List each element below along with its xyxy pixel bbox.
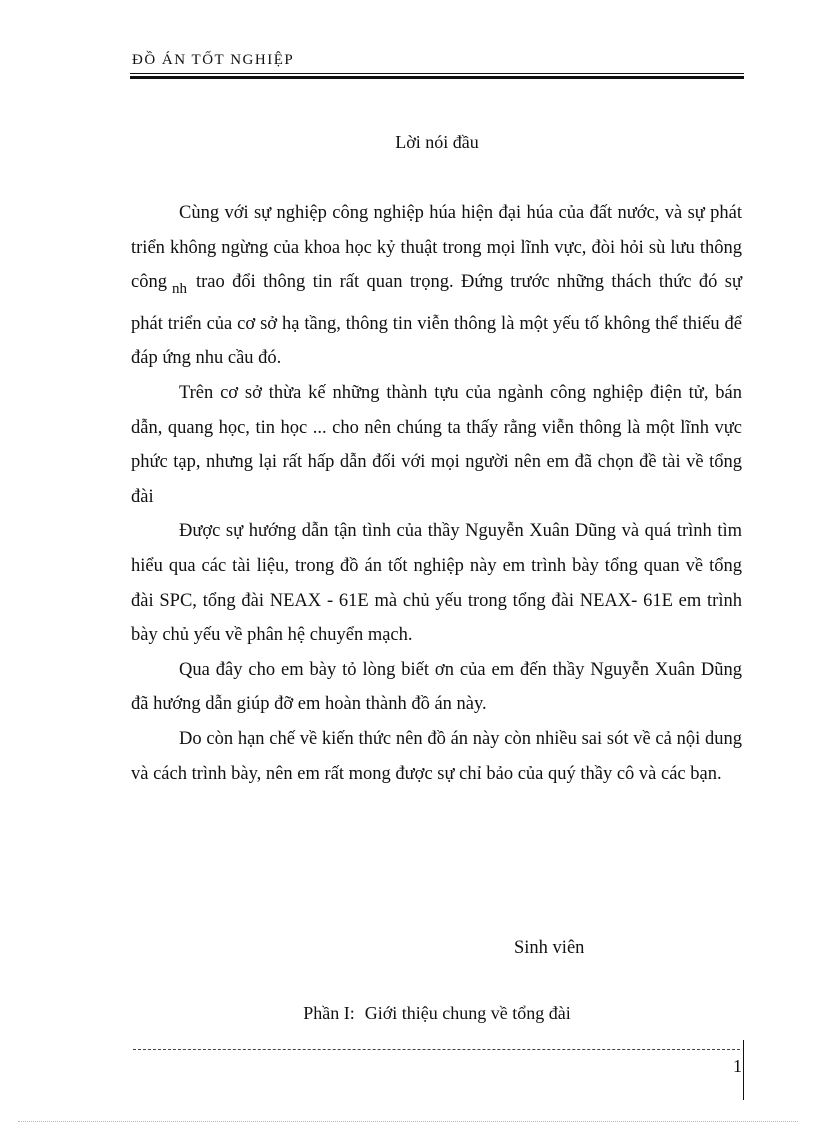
paragraph-1-text-cont: trao đổi thông tin rất quan trọng. Đứng trước những thách thức đó sự phát triển của cơ sở hạ tầng, thông tin viễn thông là một yếu tố không thể thiếu để đáp ứng nhu cầu đó. <box>131 272 742 369</box>
paragraph-1-text: Cùng với sự nghiệp công nghiệp húa hiện đại húa của đất nước, và sự phát triển không ngừng của khoa học kỷ thuật trong mọi lĩnh vực, đòi hỏi sù lưu thông công <box>131 203 742 293</box>
paragraph-3: Được sự hướng dẫn tận tình của thầy Nguyễn Xuân Dũng và quá trình tìm hiểu qua các tài liệu, trong đồ án tốt nghiệp này em trình bày tổng quan về tổng đài SPC, tổng đài NEAX - 61E mà chủ yếu trong tổng đài NEAX- 61E em trình bày chủ yếu về phân hệ chuyển mạch. <box>131 521 742 646</box>
section-label: Phần I: <box>303 1003 355 1023</box>
header-rule <box>130 73 744 74</box>
footer-rule <box>133 1049 740 1050</box>
header-rule-thick <box>130 76 744 79</box>
section-heading <box>130 1003 744 1024</box>
paragraph-1-subscript: nh <box>171 281 187 298</box>
footer-vertical-bar <box>743 1040 744 1100</box>
signature-label: Sinh viên <box>514 938 585 958</box>
page-number: 1 <box>733 1056 742 1076</box>
document-title: Lời nói đầu <box>395 132 479 152</box>
section-title: Giới thiệu chung về tổng đài <box>364 1003 571 1023</box>
paragraph-2: Trên cơ sở thừa kế những thành tựu của ngành công nghiệp điện tử, bán dẫn, quang học, tin học ... cho nên chúng ta thấy rằng viễn thông là một lĩnh vực phức tạp, nhưng lại rất hấp dẫn đối với mọi người nên em đã chọn đề tài về tổng đài <box>131 382 742 507</box>
page-bottom-border <box>18 1121 798 1122</box>
paragraph-1 <box>131 196 742 376</box>
header-title: ĐỒ ÁN TỐT NGHIỆP <box>132 52 295 68</box>
document-body <box>131 196 742 791</box>
paragraph-5: Do còn hạn chế về kiến thức nên đồ án này còn nhiều sai sót về cả nội dung và cách trình bày, nên em rất mong được sự chỉ bảo của quý thầy cô và các bạn. <box>131 728 742 784</box>
paragraph-4: Qua đây cho em bày tỏ lòng biết ơn của em đến thầy Nguyễn Xuân Dũng đã hướng dẫn giúp đỡ em hoàn thành đồ án này. <box>131 659 742 715</box>
